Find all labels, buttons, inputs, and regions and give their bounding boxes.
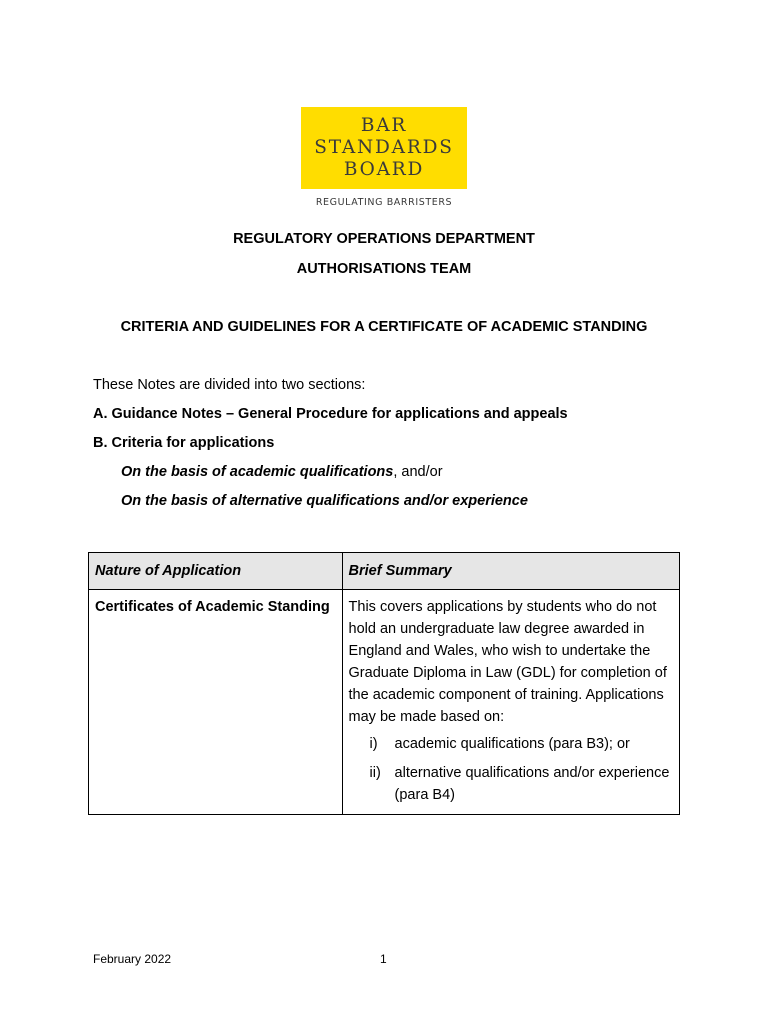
section-a-item: A. Guidance Notes – General Procedure for applications and appeals	[93, 406, 568, 422]
list-item	[349, 762, 673, 806]
basis-list	[349, 733, 673, 806]
table-row	[89, 590, 680, 815]
page-number: 1	[380, 952, 387, 966]
team-heading: AUTHORISATIONS TEAM	[296, 261, 472, 277]
table-cell	[89, 590, 343, 815]
list-item-text: academic qualifications (para B3); or	[394, 736, 630, 752]
logo-line-3: BOARD	[343, 159, 425, 180]
table-header-cell	[89, 553, 343, 590]
list-item-text: alternative qualifications and/or experience (para B4)	[394, 765, 670, 803]
list-item	[349, 733, 673, 755]
sub-item-1-suffix: , and/or	[393, 464, 443, 480]
summary-cell	[343, 590, 679, 806]
header-nature-of-application: Nature of Application	[95, 563, 242, 579]
logo-tagline: REGULATING BARRISTERS	[315, 197, 453, 208]
footer-date: February 2022	[93, 952, 172, 966]
header-brief-summary: Brief Summary	[348, 563, 452, 579]
table-header-row	[89, 553, 680, 590]
document-title: CRITERIA AND GUIDELINES FOR A CERTIFICATE OF ACADEMIC STANDING	[120, 319, 648, 335]
summary-text: This covers applications by students who do not hold an undergraduate law degree awarded in England and Wales, who wish to undertake the Graduate Diploma in Law (GDL) for completion of the academic component of training. Applications may be made based on:	[348, 599, 667, 725]
intro-text: These Notes are divided into two sections:	[93, 377, 366, 393]
table-header-cell	[342, 553, 679, 590]
table-cell	[342, 590, 679, 815]
list-item-number: ii)	[369, 765, 381, 781]
list-item-number: i)	[369, 736, 378, 752]
application-summary-table	[88, 552, 680, 815]
department-heading: REGULATORY OPERATIONS DEPARTMENT	[233, 231, 535, 247]
logo-line-2: STANDARDS	[314, 137, 454, 158]
application-type: Certificates of Academic Standing	[95, 599, 330, 615]
logo-line-1: BAR	[360, 115, 408, 136]
section-b-sub-item-2: On the basis of alternative qualifications and/or experience	[121, 493, 528, 509]
sub-item-1-emphasis: On the basis of academic qualifications	[121, 464, 394, 480]
section-b-sub-item-1	[121, 464, 443, 480]
logo-yellow-box	[301, 107, 467, 189]
bar-standards-board-logo	[288, 100, 480, 218]
section-b-item: B. Criteria for applications	[93, 435, 275, 451]
